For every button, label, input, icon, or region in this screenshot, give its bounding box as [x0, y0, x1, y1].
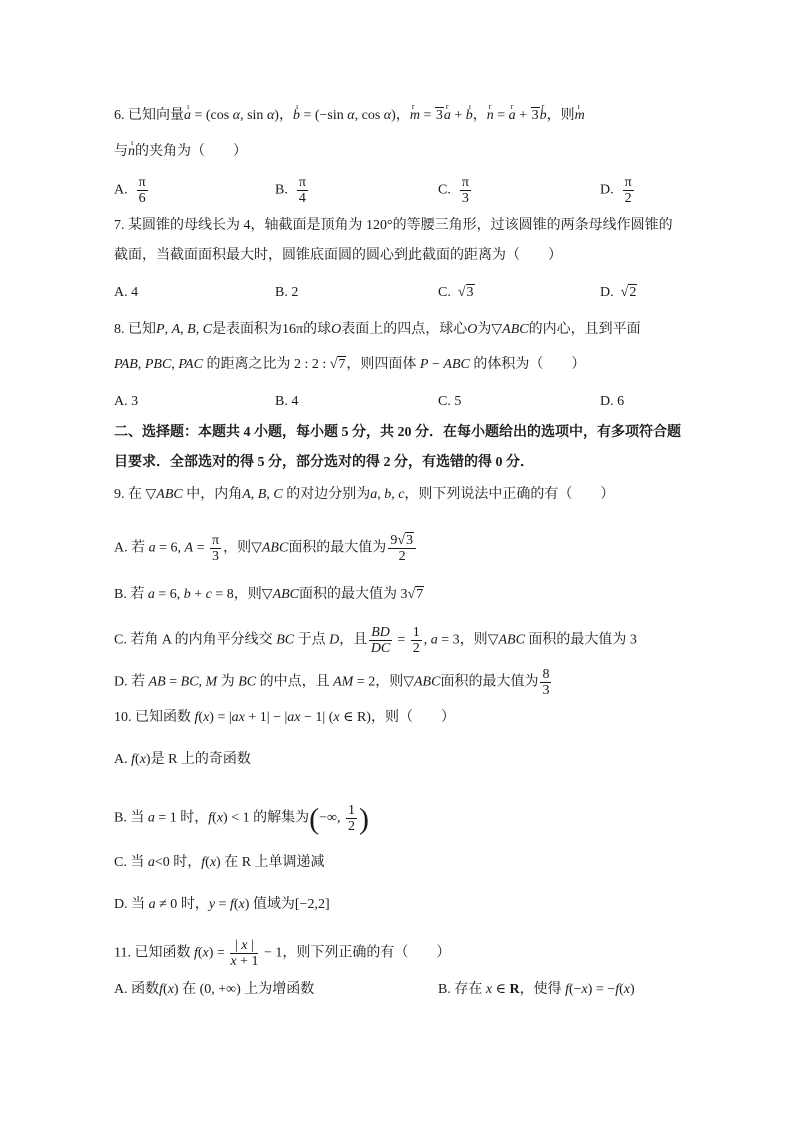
q6-option-c: C. $\frac{\pi}{3}$ [438, 175, 469, 206]
q11-stem: 11. 已知函数 f(x) = $\frac{| x |}{x + 1}$ − 1，则下列正确的有（ ） [114, 938, 451, 969]
q7-stem-line2: 截面，当截面面积最大时，圆锥底面圆的圆心到此截面的距离为（ ） [114, 248, 562, 263]
q11-option-a: A. 函数f(x) 在 (0, +∞) 上为增函数 [114, 982, 315, 997]
q10-stem: 10. 已知函数 f(x) = |ax + 1| − |ax − 1| (x ∈ R)，则（ ） [114, 710, 455, 725]
q9-option-d: D. 若 AB = BC, M 为 BC 的中点，且 AM = 2，则▽ABC面积的最大值为 $\frac{8}{3}$ [114, 667, 550, 698]
q8-option-a: A. 3 [114, 394, 139, 409]
q9-option-a: A. 若 a = 6, A = $\frac{\pi}{3}$ ，则▽ABC面积的最大值为 $\frac{9√3}{2}$ [114, 533, 684, 564]
section2-heading-line1: 二、选择题：本题共 4 小题，每小题 5 分，共 20 分．在每小题给出的选项中，有多项符合题 [114, 425, 681, 440]
q9-option-b: B. 若 a = 6, b + c = 8，则▽ABC面积的最大值为 3√7 [114, 587, 424, 602]
q10-option-d: D. 当 a ≠ 0 时，y = f(x) 值域为[−2,2] [114, 897, 330, 912]
q10-option-a: A. f(x)是 R 上的奇函数 [114, 752, 251, 767]
q7-option-b: B. 2 [275, 285, 299, 300]
q6-stem-line2: 与ı n的夹角为（ ） [114, 142, 684, 162]
q9-option-c: C. 若角 A 的内角平分线交 BC 于点 D，且 $\frac{BD}{DC}$ = $\frac{1}{2}$ , a = 3，则▽ABC 面积的最大值为 3 [114, 625, 637, 656]
q8-stem-line1: 8. 已知P, A, B, C是表面积为16π的球O表面上的四点，球心O为▽ABC的内心，且到平面 [114, 322, 641, 337]
section2-heading-line2: 目要求．全部选对的得 5 分，部分选对的得 2 分，有选错的得 0 分． [114, 455, 534, 470]
q6-option-d: D. $\frac{\pi}{2}$ [600, 175, 632, 206]
q11-option-b: B. 存在 x ∈ R，使得 f(−x) = −f(x) [438, 982, 635, 997]
q10-option-b: B. 当 a = 1 时，f(x) < 1 的解集为(−∞, $\frac{1}{2}$ ) [114, 802, 369, 836]
q8-option-c: C. 5 [438, 394, 462, 409]
q8-option-d: D. 6 [600, 394, 625, 409]
q9-stem: 9. 在 ▽ABC 中，内角A, B, C 的对边分别为a, b, c，则下列说法中正确的有（ ） [114, 487, 615, 502]
q8-option-b: B. 4 [275, 394, 299, 409]
q7-option-a: A. 4 [114, 285, 139, 300]
q10-option-c: C. 当 a<0 时，f(x) 在 R 上单调递减 [114, 855, 325, 870]
q7-option-d: D. √2 [600, 285, 637, 300]
q6-option-a: A. $\frac{\pi}{6}$ [114, 175, 146, 206]
q7-option-c: C. √3 [438, 285, 474, 300]
q7-stem-line1: 7. 某圆锥的母线长为 4，轴截面是顶角为 120°的等腰三角形，过该圆锥的两条母线作圆锥的 [114, 218, 673, 233]
q6-option-b: B. $\frac{\pi}{4}$ [275, 175, 306, 206]
q6-stem-line1: 6. 已知向量ı a = (cos α, sin α)，ı b = (−sin α, cos α)，r m = 3r a + ı b，r n = r a + 3r b，则ı m [114, 106, 684, 126]
q8-stem-line2: PAB, PBC, PAC 的距离之比为 2 : 2 : √7，则四面体 P − ABC 的体积为（ ） [114, 357, 586, 372]
